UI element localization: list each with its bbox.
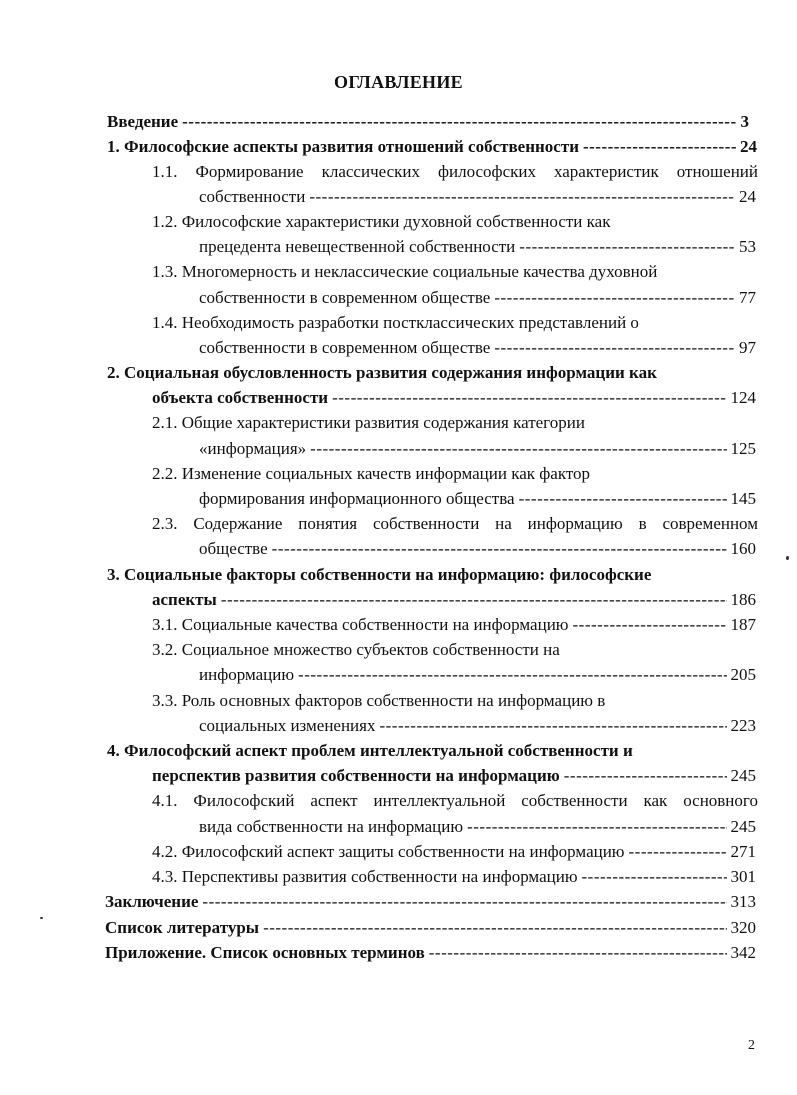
word: аспект (310, 791, 358, 810)
entry-page: 186 (730, 590, 756, 609)
word: информацию (527, 514, 623, 533)
entry-page: 24 (739, 187, 756, 206)
entry-page: 145 (730, 489, 756, 508)
leader-dots (298, 663, 726, 687)
leader-dots (564, 764, 727, 788)
toc-entry-1-3-line1[interactable] (152, 260, 657, 284)
word: Формирование (195, 162, 304, 181)
word: классических (321, 162, 420, 181)
leader-dots (309, 185, 735, 209)
entry-title: 4.3. Перспективы развития собственности на информацию (152, 867, 578, 886)
word: философских (437, 162, 536, 181)
toc-entry-introduction[interactable] (107, 110, 749, 134)
entry-title: обществе (199, 539, 268, 558)
entry-title-line1: 2. Социальная обусловленность развития содержания информации как (107, 363, 657, 382)
toc-entry-1-4-line1[interactable] (152, 311, 639, 335)
toc-entry-1-3[interactable] (199, 286, 756, 310)
entry-page: 53 (739, 237, 756, 256)
entry-title: Введение (107, 112, 179, 131)
entry-title-line1: 1.2. Философские характеристики духовной собственности как (152, 212, 611, 231)
leader-dots (582, 865, 727, 889)
toc-entry-1-1-line1[interactable] (152, 160, 758, 184)
entry-title: «информация» (199, 439, 307, 458)
leader-dots (429, 941, 727, 965)
toc-entry-2-3[interactable] (199, 537, 756, 561)
toc-entry-4-2[interactable] (152, 840, 756, 864)
toc-entry-3-1[interactable] (152, 613, 756, 637)
entry-title: собственности в современном обществе (199, 338, 491, 357)
entry-page: 160 (730, 539, 756, 558)
word: Философский (193, 791, 295, 810)
entry-title: собственности (199, 187, 306, 206)
toc-entry-3-3-line1[interactable] (152, 689, 605, 713)
toc-entry-2-2[interactable] (199, 487, 756, 511)
toc-entry-2-2-line1[interactable] (152, 462, 590, 486)
toc-title: ОГЛАВЛЕНИЕ (334, 72, 463, 92)
page-number: 2 (748, 1038, 755, 1053)
scan-speck (40, 917, 43, 919)
entry-page: 342 (730, 943, 756, 962)
entry-title: прецедента невещественной собственности (199, 237, 516, 256)
entry-title: Заключение (105, 892, 199, 911)
leader-dots (202, 890, 726, 914)
entry-title: объекта собственности (152, 388, 329, 407)
entry-page: 125 (730, 439, 756, 458)
word: собственности (521, 791, 628, 810)
entry-title-line1: 3.3. Роль основных факторов собственности на информацию в (152, 691, 606, 710)
toc-entry-1-1[interactable] (199, 185, 756, 209)
toc-entry-4-3[interactable] (152, 865, 756, 889)
entry-title: 3.1. Социальные качества собственности на информацию (152, 615, 569, 634)
entry-page: 124 (730, 388, 756, 407)
leader-dots (519, 235, 735, 259)
entry-title-line1: 1.3. Многомерность и неклассические социальные качества духовной (152, 262, 658, 281)
word: в (638, 514, 647, 533)
leader-dots (263, 916, 726, 940)
toc-entry-chapter-3-line1[interactable] (107, 563, 651, 587)
leader-dots (221, 588, 727, 612)
word: собственности (372, 514, 480, 533)
entry-title: Приложение. Список основных терминов (105, 943, 425, 962)
word: основного (683, 791, 758, 810)
leader-dots (467, 815, 726, 839)
word: 2.3. (152, 514, 178, 533)
word: современном (662, 514, 758, 533)
entry-title: перспектив развития собственности на информацию (152, 766, 560, 785)
entry-page: 3 (740, 112, 749, 131)
entry-title: 4.2. Философский аспект защиты собственности на информацию (152, 842, 625, 861)
entry-title: вида собственности на информацию (199, 817, 464, 836)
word: характеристик (553, 162, 659, 181)
entry-title-line1: 2.2. Изменение социальных качеств информации как фактор (152, 464, 591, 483)
leader-dots (494, 336, 735, 360)
toc-entry-chapter-4[interactable] (152, 764, 756, 788)
toc-entry-chapter-2-line1[interactable] (107, 361, 657, 385)
entry-title-line1: 3. Социальные факторы собственности на информацию: философские (107, 565, 652, 584)
entry-page: 97 (739, 338, 756, 357)
entry-page: 271 (730, 842, 756, 861)
leader-dots (494, 286, 735, 310)
toc-entry-1-4[interactable] (199, 336, 756, 360)
word: интеллектуальной (373, 791, 506, 810)
toc-entry-bibliography[interactable] (105, 916, 756, 940)
entry-title-line1: 1.4. Необходимость разработки постклассических представлений о (152, 313, 639, 332)
entry-title: информацию (199, 665, 295, 684)
entry-page: 205 (730, 665, 756, 684)
entry-title: Список литературы (105, 918, 260, 937)
entry-title: формирования информационного общества (199, 489, 515, 508)
entry-page: 77 (739, 288, 756, 307)
toc-entry-3-2-line1[interactable] (152, 638, 560, 662)
entry-title: собственности в современном обществе (199, 288, 491, 307)
word: понятия (298, 514, 358, 533)
toc-entry-conclusion[interactable] (105, 890, 756, 914)
leader-dots (332, 386, 726, 410)
toc-entry-chapter-2[interactable] (152, 386, 756, 410)
word: на (495, 514, 512, 533)
leader-dots (583, 135, 736, 159)
word: отношений (676, 162, 758, 181)
entry-title-line1: 3.2. Социальное множество субъектов собственности на (152, 640, 560, 659)
toc-entry-2-1[interactable] (199, 437, 756, 461)
entry-page: 320 (730, 918, 756, 937)
word: 1.1. (152, 162, 178, 181)
leader-dots (182, 110, 736, 134)
entry-page: 245 (730, 766, 756, 785)
toc-entry-chapter-4-line1[interactable] (107, 739, 633, 763)
entry-page: 245 (730, 817, 756, 836)
entry-title-line1: 2.1. Общие характеристики развития содержания категории (152, 413, 585, 432)
leader-dots (629, 840, 727, 864)
toc-entry-2-1-line1[interactable] (152, 411, 585, 435)
entry-page: 301 (730, 867, 756, 886)
toc-entry-3-3[interactable] (199, 714, 756, 738)
toc-entry-chapter-3[interactable] (152, 588, 756, 612)
leader-dots (379, 714, 726, 738)
word: как (643, 791, 668, 810)
leader-dots (272, 537, 727, 561)
leader-dots (573, 613, 727, 637)
word: 4.1. (152, 791, 178, 810)
leader-dots (519, 487, 727, 511)
entry-page: 313 (730, 892, 756, 911)
toc-entry-3-2[interactable] (199, 663, 756, 687)
scan-speck (786, 556, 789, 560)
toc-entry-appendix[interactable] (105, 941, 756, 965)
leader-dots (310, 437, 726, 461)
word: Содержание (193, 514, 283, 533)
entry-title-line1: 4. Философский аспект проблем интеллектуальной собственности и (107, 741, 633, 760)
toc-entry-4-1[interactable] (199, 815, 756, 839)
entry-page: 24 (740, 137, 757, 156)
toc-entry-4-1-line1[interactable] (152, 789, 758, 813)
toc-entry-1-2-line1[interactable] (152, 210, 610, 234)
entry-title: социальных изменениях (199, 716, 376, 735)
entry-title: 1. Философские аспекты развития отношений собственности (107, 137, 579, 156)
entry-title: аспекты (152, 590, 217, 609)
entry-page: 223 (730, 716, 756, 735)
toc-entry-1-2[interactable] (199, 235, 756, 259)
entry-page: 187 (730, 615, 756, 634)
toc-entry-chapter-1[interactable] (107, 135, 757, 159)
toc-entry-2-3-line1[interactable] (152, 512, 758, 536)
